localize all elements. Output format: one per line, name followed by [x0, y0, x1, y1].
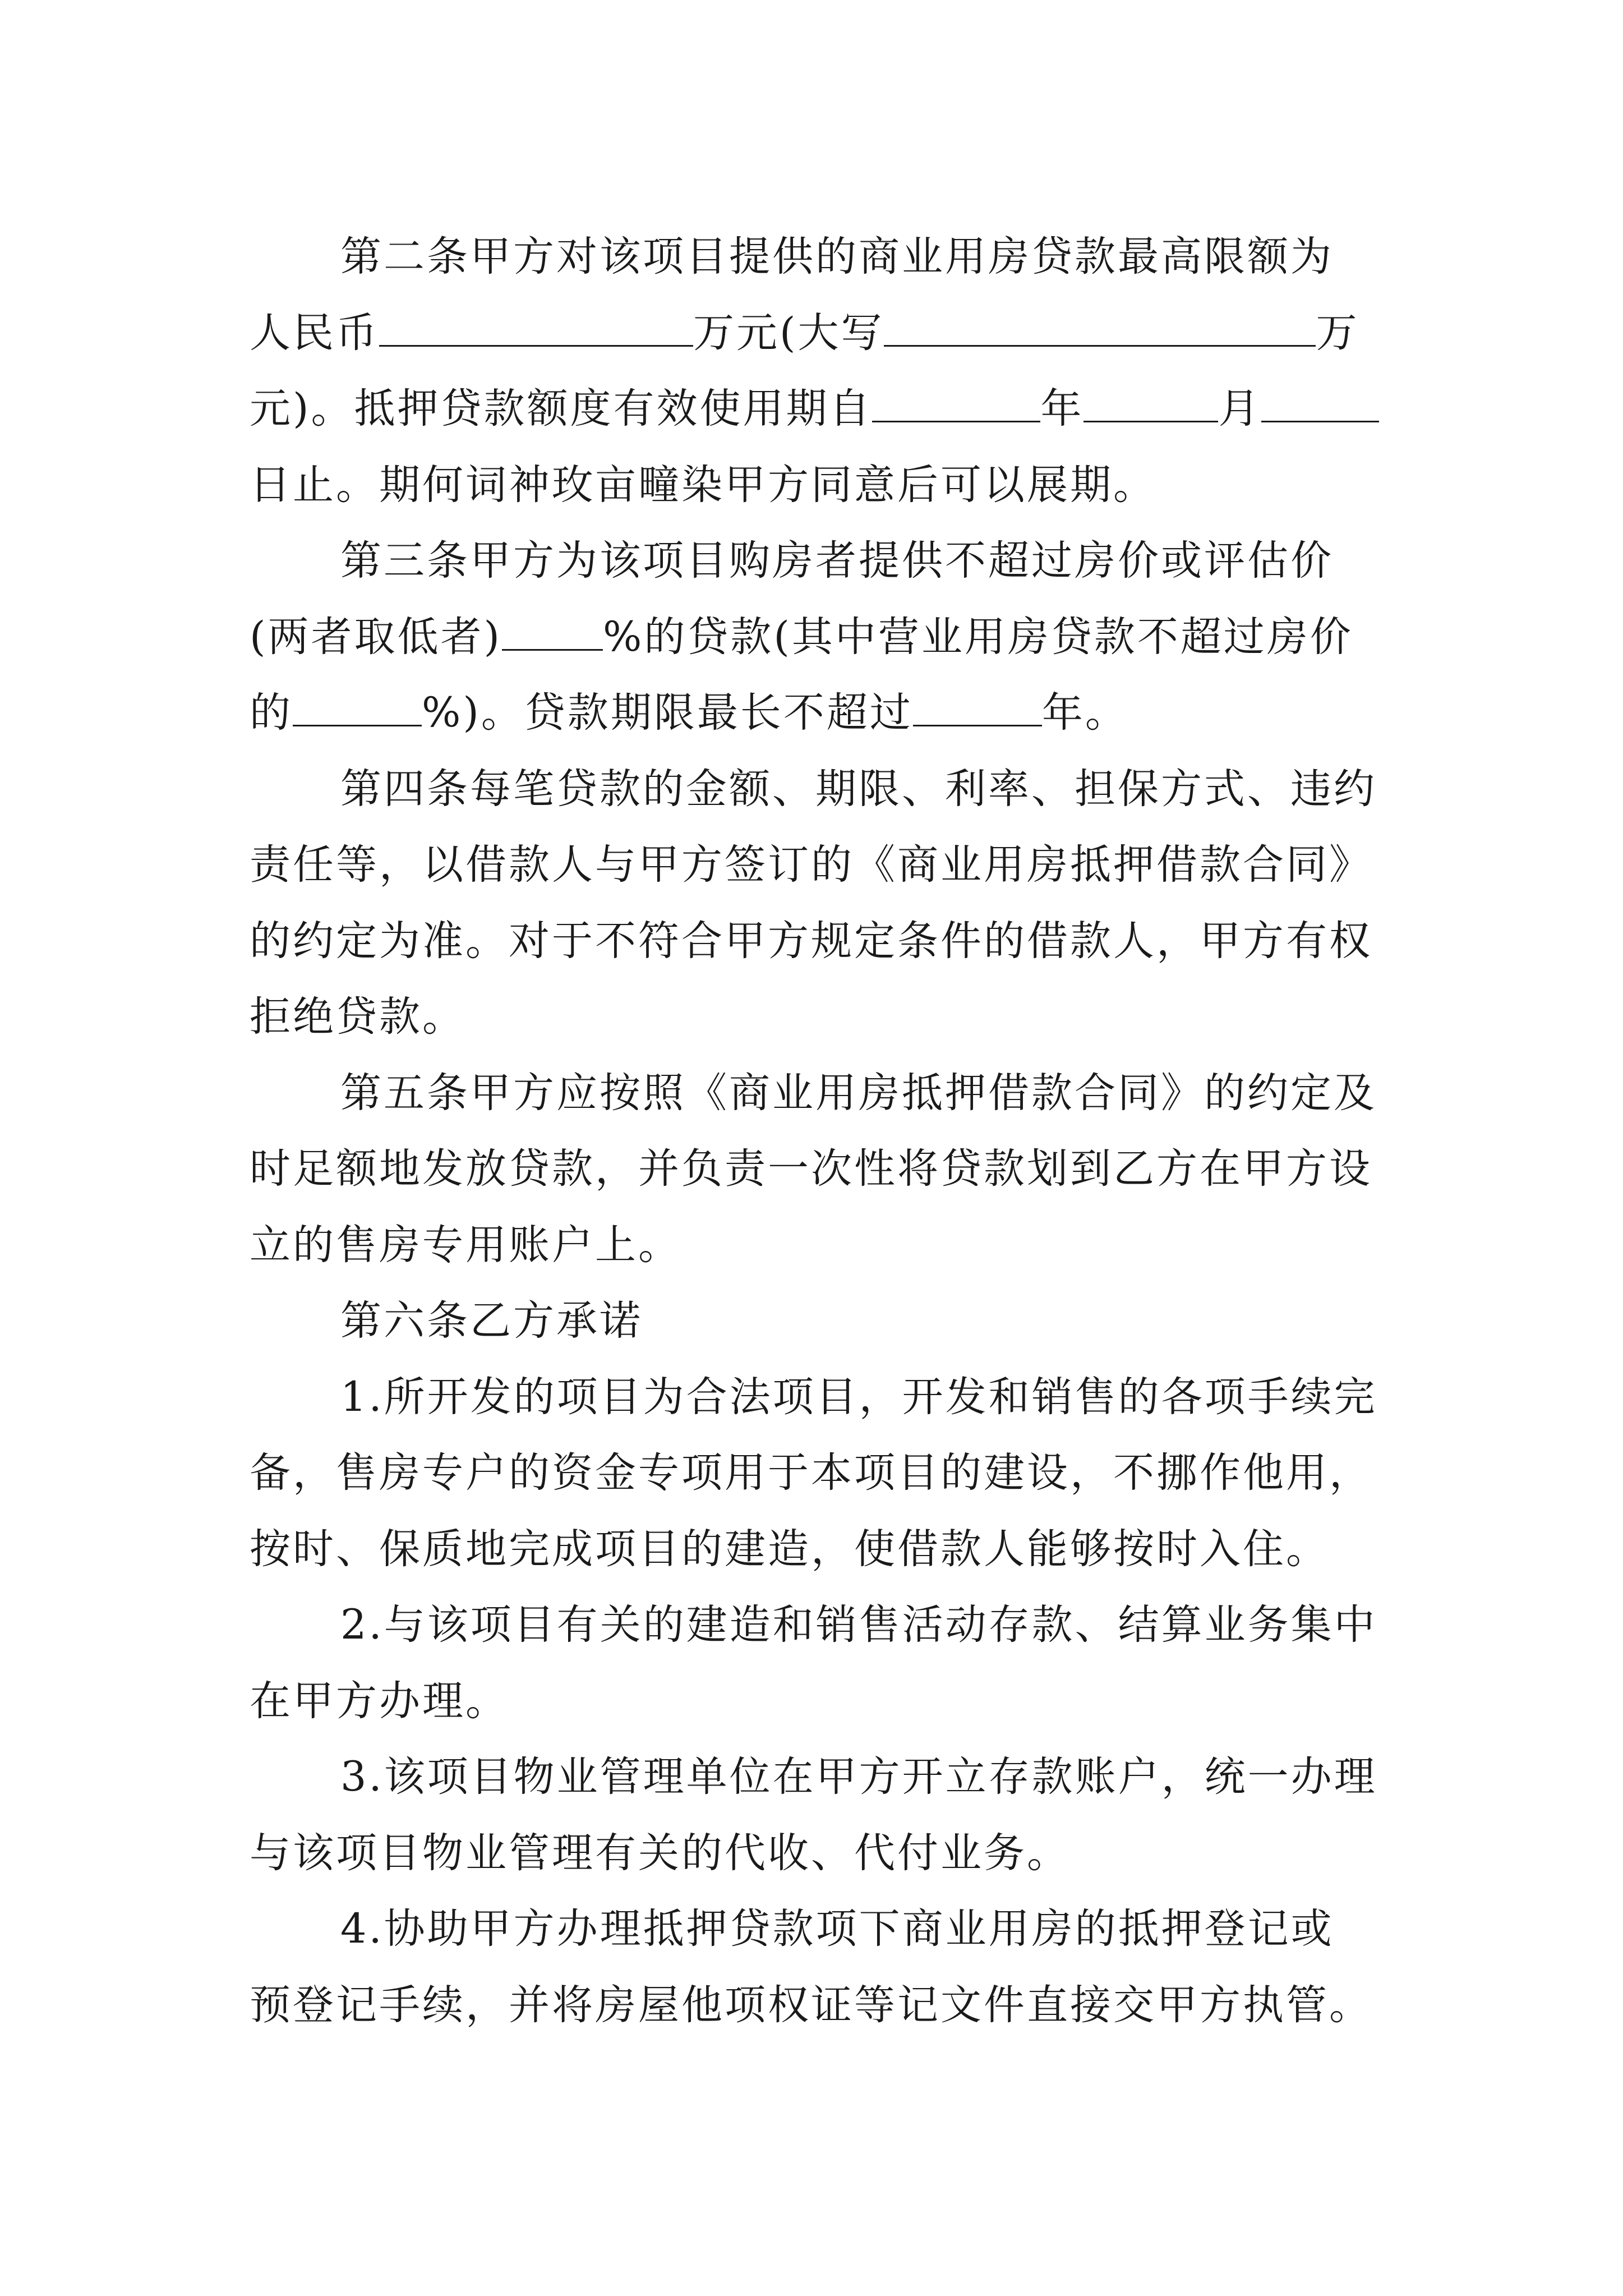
- article-5-paragraph: [250, 1055, 1382, 1283]
- article-6-title: 第六条乙方承诺: [340, 1297, 643, 1345]
- amount-uppercase-blank: [884, 308, 1316, 347]
- item-2-line-1: 2.与该项目有关的建造和销售活动存款、结算业务集中: [340, 1601, 1377, 1649]
- item-3-line-2: 与该项目物业管理有关的代收、代付业务。: [250, 1829, 1070, 1877]
- article-3-text: (两者取低者): [250, 613, 502, 661]
- day-blank: [1261, 384, 1379, 422]
- article-2-text: 年: [1040, 385, 1084, 432]
- article-2-paragraph: [250, 219, 1382, 523]
- article-5-line-3: 立的售房专用账户上。: [250, 1221, 681, 1269]
- article-3-text: %的贷款(其中营业用房贷款不超过房价: [602, 613, 1353, 661]
- item-4-line-2: 预登记手续，并将房屋他项权证等记文件直接交甲方执管。: [250, 1981, 1372, 2029]
- article-2-text: 万元(大写: [693, 309, 884, 357]
- item-4-line-1: 4.协助甲方办理抵押贷款项下商业用房的抵押登记或: [340, 1905, 1334, 1953]
- amount-blank: [379, 308, 693, 347]
- item-2-line-2: 在甲方办理。: [250, 1677, 509, 1725]
- article-3-text: %)。贷款期限最长不超过: [422, 689, 913, 737]
- article-2-line-2: [250, 295, 1382, 371]
- article-6-item-1: [250, 1359, 1382, 1588]
- article-3-line-1: 第三条甲方为该项目购房者提供不超过房价或评估价: [340, 537, 1334, 585]
- article-2-text: 人民币: [250, 309, 379, 357]
- article-4-line-4: 拒绝贷款。: [250, 993, 465, 1041]
- article-2-line-4: 日止。期何词衶玫亩疃染甲方同意后可以展期。: [250, 461, 1156, 509]
- article-6-item-2: [250, 1587, 1382, 1739]
- article-4-line-1: 第四条每笔贷款的金额、期限、利率、担保方式、违约: [340, 765, 1377, 813]
- article-4-line-2: 责任等，以借款人与甲方签订的《商业用房抵押借款合同》: [250, 841, 1372, 889]
- article-2-text: 元)。抵押贷款额度有效使用期自: [250, 385, 873, 432]
- article-3-text: 年。: [1041, 689, 1128, 737]
- article-3-paragraph: [250, 523, 1382, 751]
- article-4-line-3: 的约定为准。对于不符合甲方规定条件的借款人，甲方有权: [250, 917, 1372, 965]
- article-6-item-4: [250, 1891, 1382, 2043]
- article-6-item-3: [250, 1739, 1382, 1891]
- percent-blank: [502, 612, 603, 651]
- article-3-line-3: [250, 675, 1382, 751]
- month-blank: [1083, 384, 1218, 422]
- article-2-line-3: [250, 371, 1382, 447]
- article-5-line-1: 第五条甲方应按照《商业用房抵押借款合同》的约定及: [340, 1069, 1377, 1117]
- article-3-line-2: [250, 599, 1382, 675]
- document-body: [250, 219, 1382, 2043]
- article-5-line-2: 时足额地发放贷款，并负责一次性将贷款划到乙方在甲方设: [250, 1145, 1372, 1193]
- article-6-heading: [250, 1283, 1382, 1359]
- article-4-paragraph: [250, 751, 1382, 1055]
- item-1-line-3: 按时、保质地完成项目的建造，使借款人能够按时入住。: [250, 1525, 1329, 1573]
- item-1-line-2: 备，售房专户的资金专项用于本项目的建设，不挪作他用，: [250, 1449, 1372, 1497]
- loan-term-blank: [913, 688, 1042, 726]
- article-2-line-1: 第二条甲方对该项目提供的商业用房贷款最高限额为: [340, 233, 1334, 280]
- article-2-text: 万: [1316, 309, 1359, 357]
- article-3-text: 的: [250, 689, 293, 737]
- item-1-line-1: 1.所开发的项目为合法项目，开发和销售的各项手续完: [340, 1373, 1377, 1421]
- item-3-line-1: 3.该项目物业管理单位在甲方开立存款账户，统一办理: [340, 1753, 1377, 1801]
- article-2-text: 月: [1218, 385, 1262, 432]
- year-blank: [872, 384, 1040, 422]
- commercial-percent-blank: [293, 688, 422, 726]
